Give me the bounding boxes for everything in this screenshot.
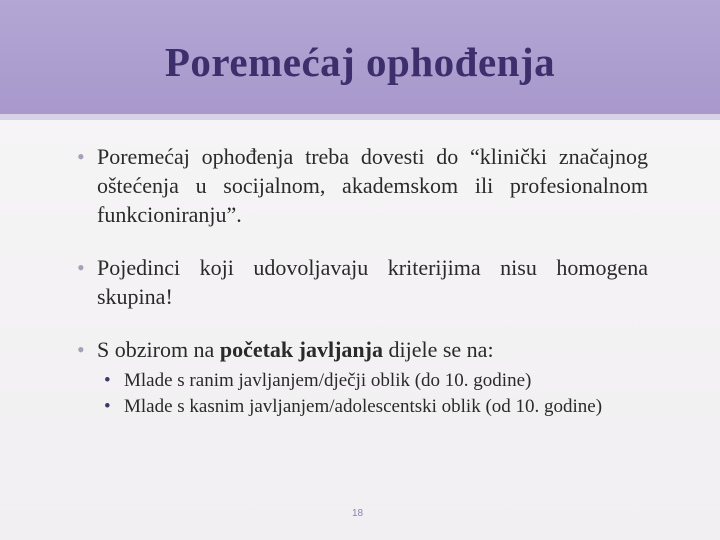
bullet-icon: • — [77, 337, 85, 362]
bullet-item — [72, 142, 648, 229]
bullet-icon: • — [77, 144, 85, 169]
sub-bullet-item — [100, 368, 648, 394]
sub-bullet-text: Mlade s kasnim javljanjem/adolescentski oblik (od 10. godine) — [124, 396, 603, 417]
bullet-text: Poremećaj ophođenja treba dovesti do “klinički značajnog oštećenja u socijalnom, akademskom ili profesionalnom funkcioniranju”. — [97, 144, 648, 227]
bullet-item — [72, 335, 648, 364]
sub-bullet-item — [100, 394, 648, 420]
sub-bullet-icon: • — [104, 370, 111, 391]
bullet-text-prefix: S obzirom na — [97, 337, 220, 362]
slide-title: Poremećaj ophođenja — [164, 39, 556, 85]
slide-content — [72, 142, 648, 420]
bullet-text-suffix: dijele se na: — [382, 337, 494, 362]
sub-bullet-icon: • — [104, 396, 111, 417]
title-banner-accent — [0, 114, 720, 120]
sub-bullet-list — [100, 368, 648, 420]
bullet-item — [72, 253, 648, 311]
bullet-icon: • — [77, 255, 85, 280]
page-number: 18 — [352, 508, 364, 519]
sub-bullet-text: Mlade s ranim javljanjem/dječji oblik (do 10. godine) — [124, 370, 532, 391]
bullet-text-emphasis: početak javljanja — [219, 337, 383, 362]
bullet-text: Pojedinci koji udovoljavaju kriterijima nisu homogena skupina! — [97, 255, 648, 309]
